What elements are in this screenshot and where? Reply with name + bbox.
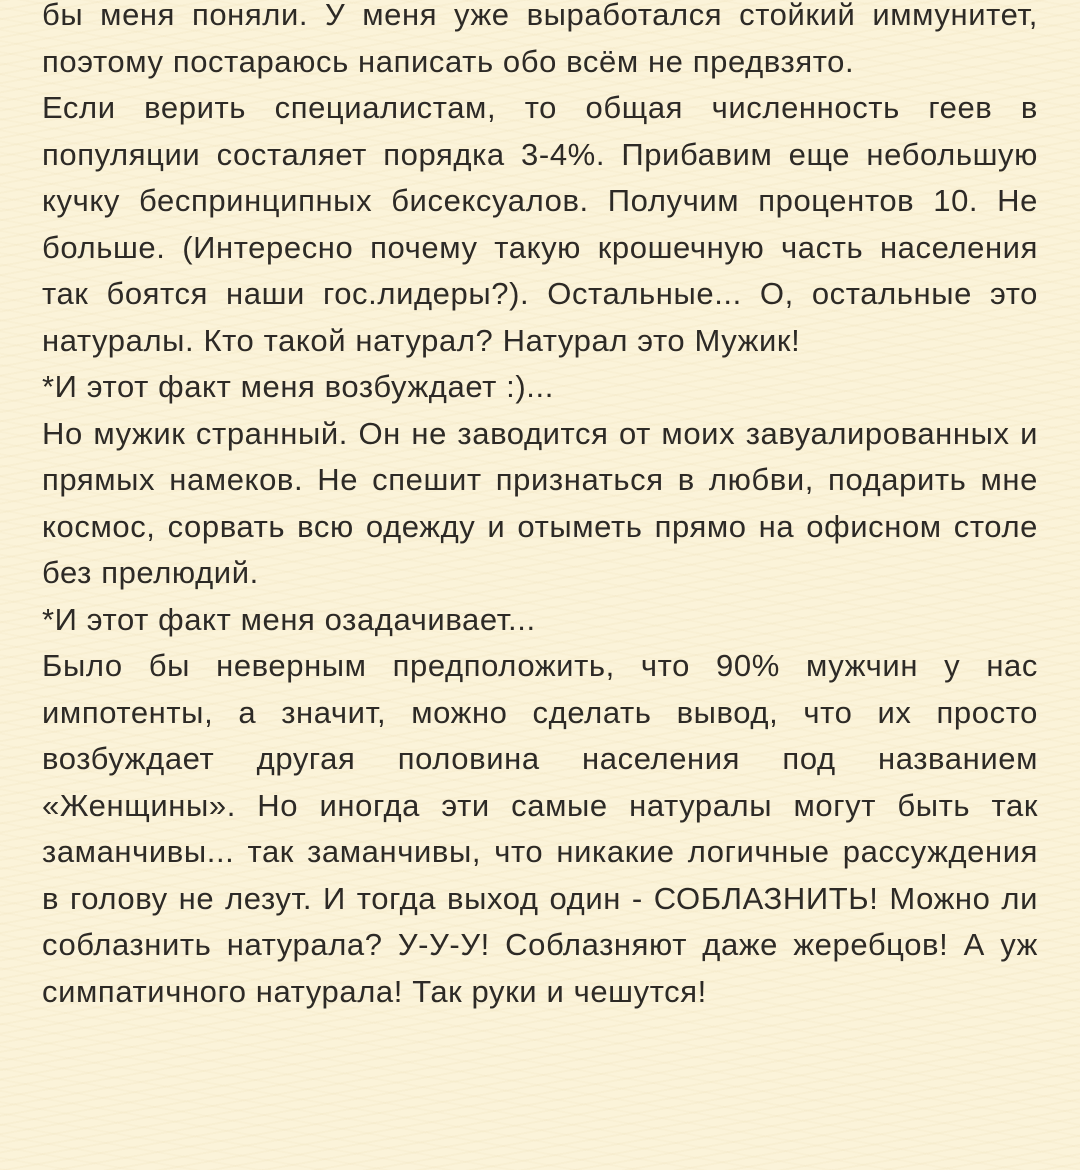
article-paragraph: Было бы неверным предположить, что 90% мужчин у нас импотенты, а значит, можно сделать вывод, что их просто возбуждает другая половина населения под названием «Женщины». Но иногда эти самые натуралы могут быть так заманчивы... так заманчивы, что никакие логичные рассуждения в голову не лезут. И тогда выход один - СОБЛАЗНИТЬ! Можно ли соблазнить натурала? У-У-У! Соблазняют даже жеребцов! А уж симпатичного натурала! Так руки и чешутся! — [42, 648, 1038, 1009]
article-paragraph: *И этот факт меня озадачивает... — [42, 601, 536, 637]
article-paragraph: Если верить специалистам, то общая численность геев в популяции состаляет порядка 3-4%. Прибавим еще небольшую кучку беспринципных бисексуалов. Получим процентов 10. Не больше. (Интересно почему такую крошечную часть населения так боятся наши гос.лидеры?). Остальные... О, остальные это натуралы. Кто такой натурал? Натурал это Мужик! — [42, 90, 1038, 358]
article-paragraph: *И этот факт меня возбуждает :)... — [42, 369, 554, 404]
article-paragraph: бы меня поняли. У меня уже выработался стойкий иммунитет, поэтому постараюсь написать обо всём не предвзято. — [42, 0, 1038, 79]
article-body — [42, 0, 1038, 1015]
article-paragraph: Но мужик странный. Он не заводится от моих завуалированных и прямых намеков. Не спешит признаться в любви, подарить мне космос, сорвать всю одежду и отыметь прямо на офисном столе без прелюдий. — [42, 415, 1038, 590]
